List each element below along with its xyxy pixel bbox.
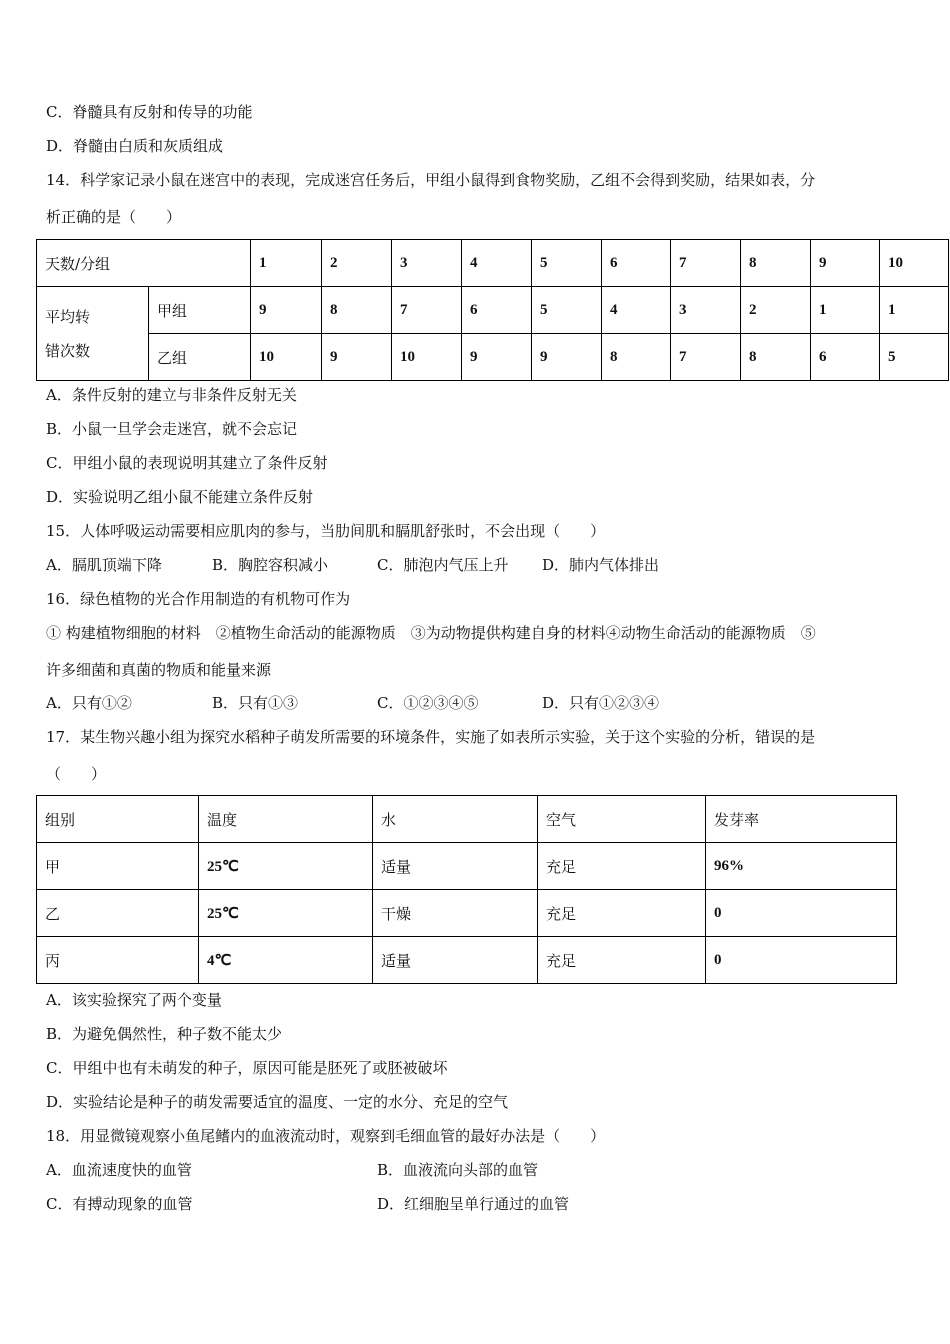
q17-cell: 0 [706, 890, 897, 937]
q17-cell: 充足 [538, 937, 706, 984]
q14-value-cell: 2 [741, 287, 811, 334]
q14-day-cell: 7 [671, 240, 741, 287]
q16-option-a: A．只有①② [46, 694, 132, 712]
q14-header-label: 天数/分组 [37, 240, 251, 287]
q14-option-b: B．小鼠一旦学会走迷宫，就不会忘记 [46, 420, 298, 438]
q16-items-line2: 许多细菌和真菌的物质和能量来源 [46, 661, 272, 679]
q17-cell: 适量 [373, 937, 538, 984]
q17-header-cell: 温度 [199, 796, 373, 843]
q16-items-line1: ① 构建植物细胞的材料 ②植物生命活动的能源物质 ③为动物提供构建自身的材料④动物生命活动的能源物质 ⑤ [46, 624, 816, 642]
q14-day-cell: 1 [251, 240, 322, 287]
q14-day-cell: 2 [322, 240, 392, 287]
q14-value-cell: 8 [741, 334, 811, 381]
q17-cell: 25℃ [199, 843, 373, 890]
q14-day-cell: 5 [532, 240, 602, 287]
q17-cell: 0 [706, 937, 897, 984]
q14-value-cell: 8 [322, 287, 392, 334]
q14-day-cell: 6 [602, 240, 671, 287]
q17-table-row [37, 843, 897, 890]
q16-option-d: D．只有①②③④ [542, 694, 660, 712]
q17-cell: 乙 [37, 890, 199, 937]
q17-cell: 充足 [538, 843, 706, 890]
q14-option-a: A．条件反射的建立与非条件反射无关 [46, 386, 297, 404]
q17-cell: 4℃ [199, 937, 373, 984]
q17-table-row [37, 890, 897, 937]
q15-option-b: B．胸腔容积减小 [212, 556, 329, 574]
q17-cell: 甲 [37, 843, 199, 890]
q14-value-cell: 5 [880, 334, 949, 381]
q17-cell: 干燥 [373, 890, 538, 937]
q14-value-cell: 10 [392, 334, 462, 381]
q14-table [36, 239, 949, 381]
q18-option-a: A．血流速度快的血管 [46, 1161, 192, 1179]
q14-table-row-b [37, 334, 949, 381]
q17-stem-line2: （ ） [46, 765, 107, 783]
q14-value-cell: 5 [532, 287, 602, 334]
q17-table [36, 795, 897, 984]
q17-option-c: C．甲组中也有未萌发的种子，原因可能是胚死了或胚被破坏 [46, 1059, 448, 1077]
q14-day-cell: 3 [392, 240, 462, 287]
q18-option-b: B．血液流向头部的血管 [377, 1161, 539, 1179]
q16-option-c: C．①②③④⑤ [377, 694, 479, 712]
q18-stem: 18．用显微镜观察小鱼尾鳍内的血液流动时，观察到毛细血管的最好办法是（ ） [46, 1127, 606, 1145]
q14-group-a-label: 甲组 [149, 287, 251, 334]
q14-row-group-label [37, 287, 149, 381]
q14-value-cell: 3 [671, 287, 741, 334]
q14-value-cell: 9 [251, 287, 322, 334]
q14-value-cell: 7 [392, 287, 462, 334]
q17-cell: 25℃ [199, 890, 373, 937]
q14-day-cell: 4 [462, 240, 532, 287]
q17-table-row [37, 937, 897, 984]
q14-value-cell: 8 [602, 334, 671, 381]
q14-day-cell: 8 [741, 240, 811, 287]
q17-table-header-row [37, 796, 897, 843]
q17-option-b: B．为避免偶然性，种子数不能太少 [46, 1025, 283, 1043]
q14-value-cell: 9 [462, 334, 532, 381]
q14-value-cell: 9 [532, 334, 602, 381]
q18-option-c: C．有搏动现象的血管 [46, 1195, 193, 1213]
q18-option-d: D．红细胞呈单行通过的血管 [377, 1195, 570, 1213]
q14-table-header-row [37, 240, 949, 287]
q16-option-b: B．只有①③ [212, 694, 299, 712]
q14-value-cell: 9 [322, 334, 392, 381]
q14-option-d: D．实验说明乙组小鼠不能建立条件反射 [46, 488, 314, 506]
q14-value-cell: 7 [671, 334, 741, 381]
q17-option-a: A．该实验探究了两个变量 [46, 991, 222, 1009]
q17-option-d: D．实验结论是种子的萌发需要适宜的温度、一定的水分、充足的空气 [46, 1093, 509, 1111]
q13-option-c: C．脊髓具有反射和传导的功能 [46, 103, 253, 121]
q14-value-cell: 1 [811, 287, 880, 334]
q14-group-b-label: 乙组 [149, 334, 251, 381]
q14-value-cell: 1 [880, 287, 949, 334]
q15-option-c: C．肺泡内气压上升 [377, 556, 509, 574]
q14-table-row-a [37, 287, 949, 334]
q13-option-d: D．脊髓由白质和灰质组成 [46, 137, 224, 155]
q17-cell: 丙 [37, 937, 199, 984]
q14-row-group-label-line1: 平均转 [45, 307, 91, 326]
q14-day-cell: 9 [811, 240, 880, 287]
q14-stem-line1: 14．科学家记录小鼠在迷宫中的表现，完成迷宫任务后，甲组小鼠得到食物奖励，乙组不会得到奖励，结果如表，分 [46, 171, 816, 189]
q14-value-cell: 6 [811, 334, 880, 381]
q14-value-cell: 6 [462, 287, 532, 334]
q17-header-cell: 空气 [538, 796, 706, 843]
q15-option-d: D．肺内气体排出 [542, 556, 660, 574]
q17-cell: 96% [706, 843, 897, 890]
q18-options-row2 [46, 1194, 569, 1214]
q17-stem-line1: 17．某生物兴趣小组为探究水稻种子萌发所需要的环境条件，实施了如表所示实验，关于这个实验的分析，错误的是 [46, 728, 816, 746]
q14-value-cell: 10 [251, 334, 322, 381]
q16-options [46, 693, 659, 713]
q14-option-c: C．甲组小鼠的表现说明其建立了条件反射 [46, 454, 328, 472]
q17-cell: 充足 [538, 890, 706, 937]
q17-header-cell: 水 [373, 796, 538, 843]
q16-stem: 16．绿色植物的光合作用制造的有机物可作为 [46, 590, 351, 608]
q17-cell: 适量 [373, 843, 538, 890]
q15-stem: 15．人体呼吸运动需要相应肌肉的参与，当肋间肌和膈肌舒张时，不会出现（ ） [46, 522, 606, 540]
q14-value-cell: 4 [602, 287, 671, 334]
q14-stem-line2: 析正确的是（ ） [46, 208, 182, 226]
q15-option-a: A．膈肌顶端下降 [46, 556, 162, 574]
q15-options [46, 555, 659, 575]
q17-header-cell: 发芽率 [706, 796, 897, 843]
q18-options-row1 [46, 1160, 538, 1180]
q17-header-cell: 组别 [37, 796, 199, 843]
q14-day-cell: 10 [880, 240, 949, 287]
q14-row-group-label-line2: 错次数 [45, 341, 91, 360]
